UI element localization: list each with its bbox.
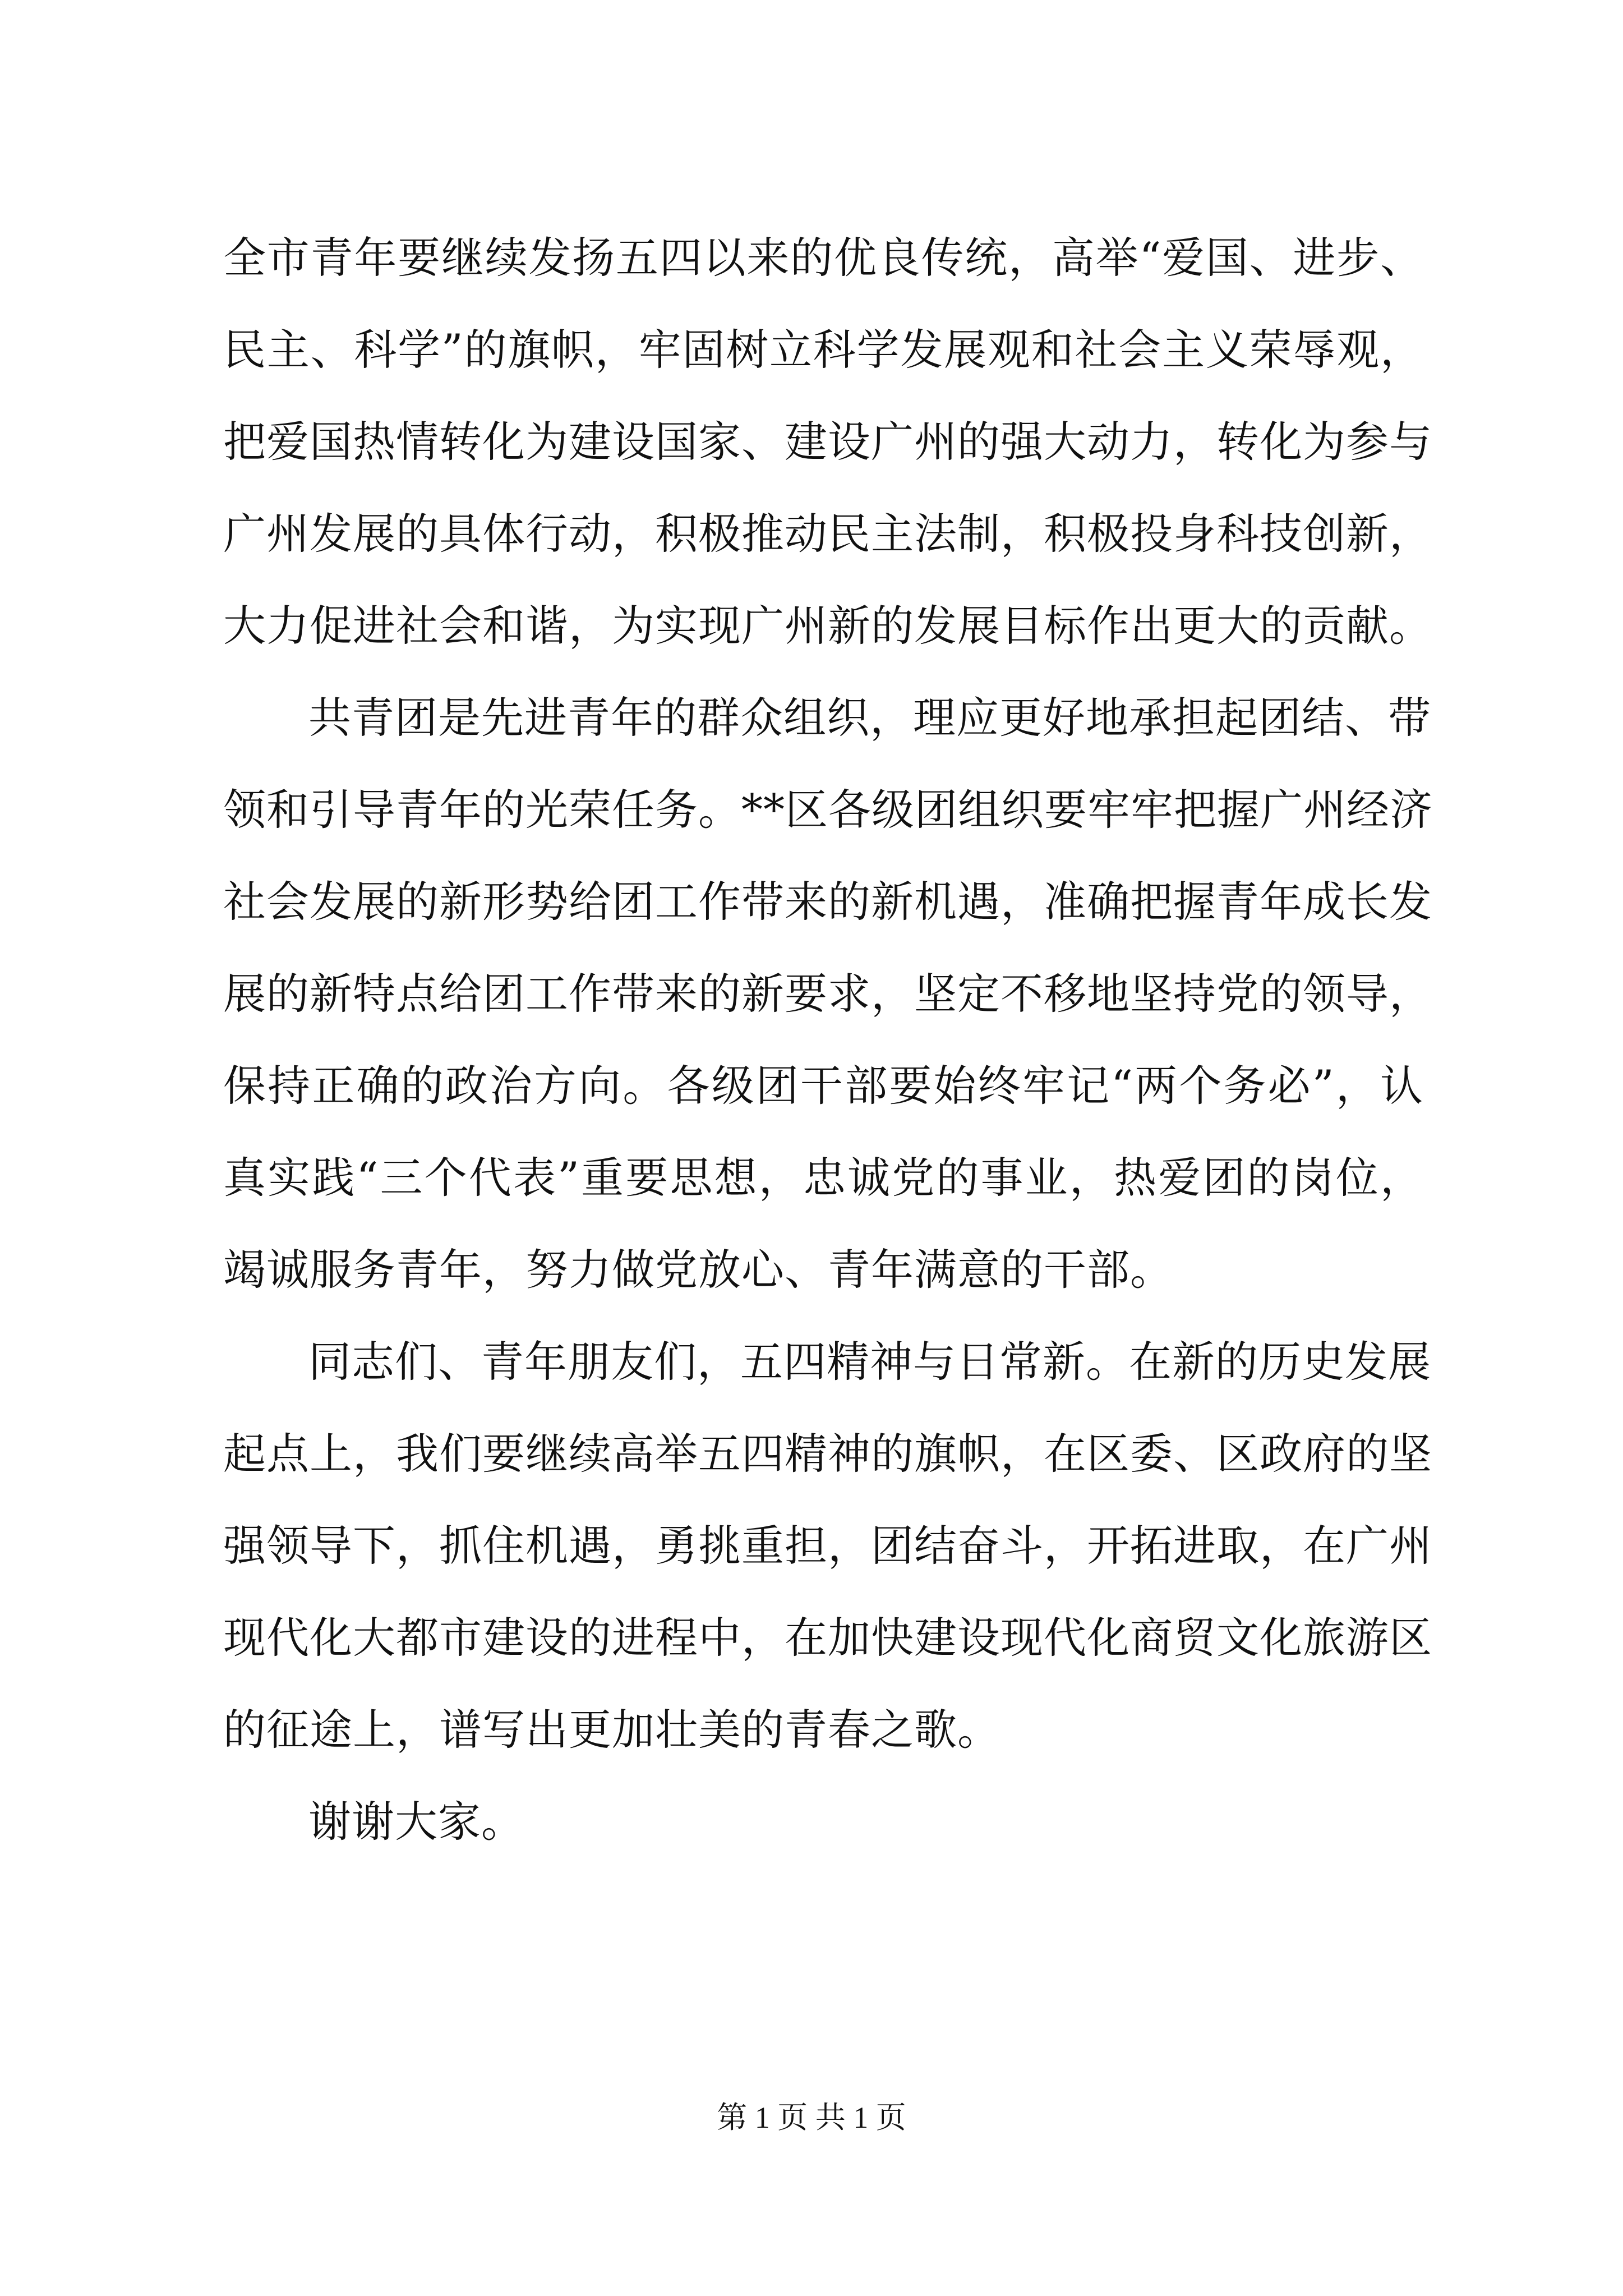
text-line: 共青团是先进青年的群众组织，理应更好地承担起团结、带 — [308, 693, 1431, 743]
text-line: 全市青年要继续发扬五四以来的优良传统，高举“爱国、进步、 — [223, 233, 1423, 283]
text-line: 社会发展的新形势给团工作带来的新机遇，准确把握青年成长发 — [223, 877, 1432, 927]
body-text — [223, 212, 1433, 1868]
page-footer — [0, 2098, 1623, 2137]
text-line: 同志们、青年朋友们，五四精神与日常新。在新的历史发展 — [308, 1337, 1431, 1387]
text-line: 的征途上，谱写出更加壮美的青春之歌。 — [223, 1705, 1000, 1755]
text-line: 把爱国热情转化为建设国家、建设广州的强大动力，转化为参与 — [223, 417, 1432, 467]
paragraph-4 — [223, 1776, 1423, 1868]
text-line: 保持正确的政治方向。各级团干部要始终牢记“两个务必”，认 — [223, 1061, 1423, 1111]
text-line: 领和引导青年的光荣任务。**区各级团组织要牢牢把握广州经济 — [223, 785, 1433, 835]
paragraph-3 — [223, 1316, 1432, 1776]
text-line: 展的新特点给团工作带来的新要求，坚定不移地坚持党的领导， — [223, 969, 1432, 1019]
paragraph-2 — [223, 672, 1433, 1316]
text-line: 强领导下，抓住机遇，勇挑重担，团结奋斗，开拓进取，在广州 — [223, 1521, 1432, 1571]
text-line: 广州发展的具体行动，积极推动民主法制，积极投身科技创新， — [223, 509, 1432, 559]
page-number-label: 第 1 页 共 1 页 — [717, 2101, 906, 2134]
text-line: 竭诚服务青年，努力做党放心、青年满意的干部。 — [223, 1245, 1173, 1295]
text-line: 真实践“三个代表”重要思想，忠诚党的事业，热爱团的岗位， — [223, 1153, 1423, 1203]
text-line: 民主、科学”的旗帜，牢固树立科学发展观和社会主义荣辱观， — [223, 325, 1423, 375]
paragraph-1 — [223, 212, 1432, 672]
text-line: 谢谢大家。 — [308, 1797, 524, 1847]
text-line: 现代化大都市建设的进程中，在加快建设现代化商贸文化旅游区 — [223, 1613, 1432, 1663]
text-line: 大力促进社会和谐，为实现广州新的发展目标作出更大的贡献。 — [223, 601, 1432, 651]
text-line: 起点上，我们要继续高举五四精神的旗帜，在区委、区政府的坚 — [223, 1429, 1432, 1479]
